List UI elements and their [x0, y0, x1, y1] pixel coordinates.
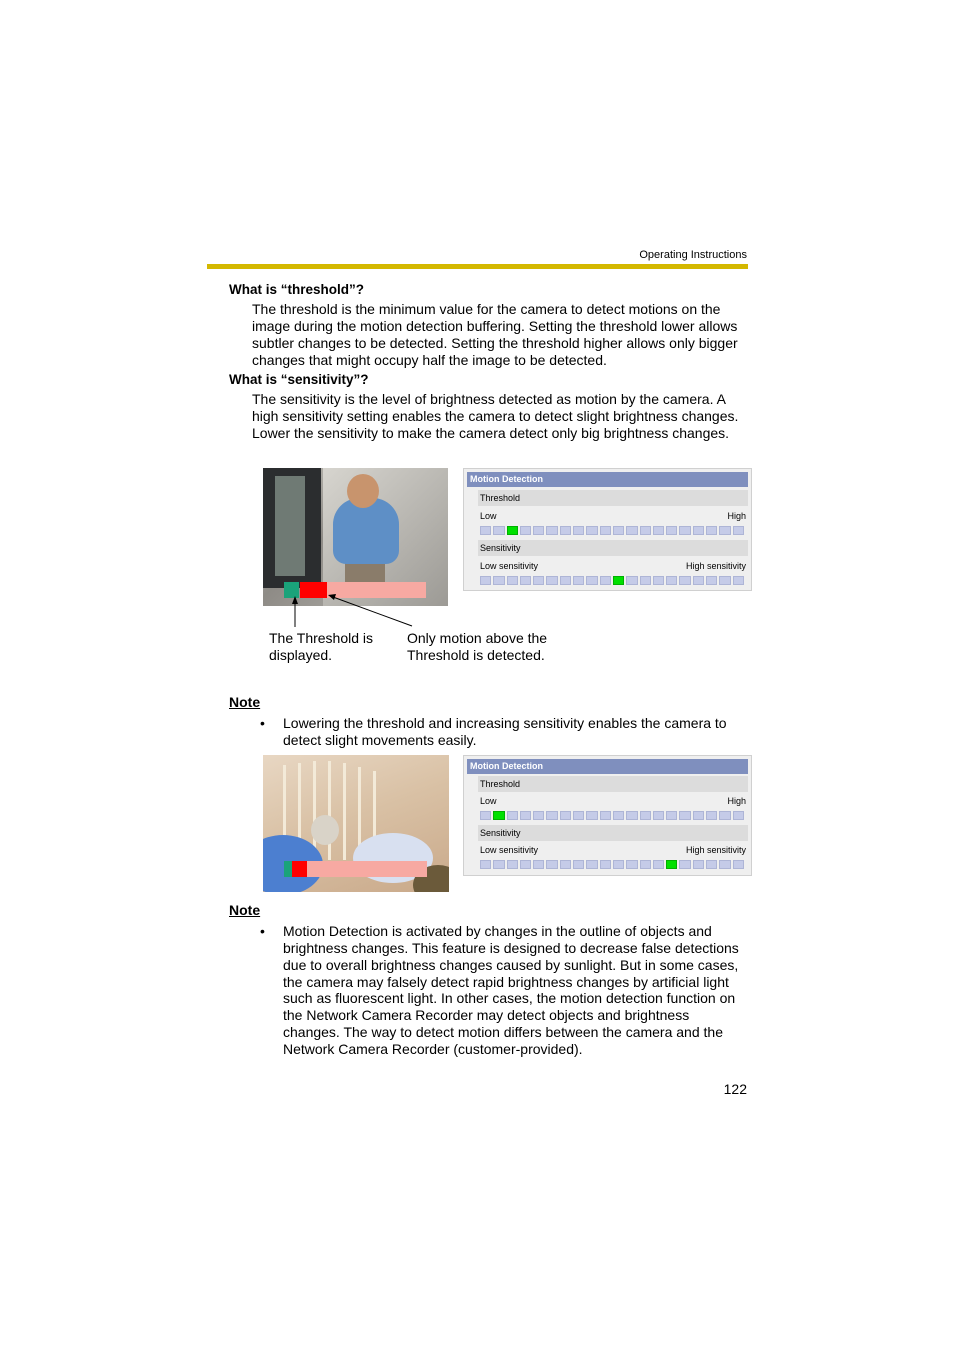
threshold-line-1: The threshold is the minimum value for the camera to detect motions on the [252, 301, 721, 317]
threshold-line-3: subtler changes to be detected. Setting the threshold higher allows only bigger [252, 335, 738, 351]
threshold-range-row: Low High [480, 511, 746, 521]
level-segment[interactable] [507, 811, 518, 820]
level-segment[interactable] [626, 811, 637, 820]
level-segment[interactable] [640, 811, 651, 820]
level-segment[interactable] [679, 811, 690, 820]
level-segment[interactable] [733, 860, 744, 869]
caption-motion-above-2: Threshold is detected. [407, 647, 545, 663]
sensitivity-slider[interactable] [480, 860, 744, 869]
sensitivity-line-2: high sensitivity setting enables the camera to detect slight brightness changes. [252, 408, 739, 424]
level-segment[interactable] [679, 860, 690, 869]
threshold-slider[interactable] [480, 811, 744, 820]
level-segment[interactable] [613, 811, 624, 820]
sensitivity-line-1: The sensitivity is the level of brightness detected as motion by the camera. A [252, 391, 726, 407]
note2-line-7: changes. The way to detect motion differs between the camera and the [283, 1024, 723, 1040]
level-segment[interactable] [560, 811, 571, 820]
level-segment[interactable] [653, 860, 664, 869]
level-segment[interactable] [600, 811, 611, 820]
level-segment[interactable] [560, 860, 571, 869]
running-header: Operating Instructions [639, 249, 747, 261]
level-segment[interactable] [586, 811, 597, 820]
level-segment-selected[interactable] [493, 811, 504, 820]
level-segment[interactable] [626, 860, 637, 869]
note2-line-8: Network Camera Recorder (customer-provided). [283, 1041, 583, 1057]
threshold-question: What is “threshold”? [229, 282, 364, 297]
page-number: 122 [723, 1081, 747, 1097]
panel-title: Motion Detection [467, 759, 748, 774]
level-segment[interactable] [706, 811, 717, 820]
level-segment[interactable] [507, 860, 518, 869]
level-segment[interactable] [706, 860, 717, 869]
note2-line-6: the Network Camera Recorder may detect objects and brightness [283, 1007, 690, 1023]
note2-bullet: • [260, 923, 265, 939]
sensitivity-question: What is “sensitivity”? [229, 372, 369, 387]
level-segment[interactable] [613, 860, 624, 869]
level-segment[interactable] [666, 811, 677, 820]
threshold-range-row: Low High [480, 796, 746, 806]
sensitivity-range-row: Low sensitivity High sensitivity [480, 845, 746, 855]
sensitivity-range-row: Low sensitivity High sensitivity [480, 561, 746, 571]
level-segment[interactable] [520, 860, 531, 869]
note2-line-3: due to overall brightness changes caused by sunlight. But in some cases, [283, 957, 739, 973]
panel-title: Motion Detection [467, 472, 748, 487]
level-segment[interactable] [600, 860, 611, 869]
level-segment[interactable] [719, 860, 730, 869]
sensitivity-label-row: Sensitivity [478, 540, 748, 556]
note-heading-1: Note [229, 694, 261, 710]
camera-image-dog-in-pen [263, 755, 449, 892]
level-segment[interactable] [653, 811, 664, 820]
level-segment[interactable] [480, 860, 491, 869]
level-segment[interactable] [586, 860, 597, 869]
level-segment[interactable] [480, 811, 491, 820]
threshold-line-4: changes that might occupy half the image to be detected. [252, 352, 607, 368]
level-segment[interactable] [719, 811, 730, 820]
note2-line-4: the camera may falsely detect rapid brightness changes by artificial light [283, 974, 729, 990]
level-segment[interactable] [573, 811, 584, 820]
level-segment[interactable] [573, 860, 584, 869]
level-segment-selected[interactable] [666, 860, 677, 869]
caption-threshold-displayed-2: displayed. [269, 647, 333, 663]
level-segment[interactable] [533, 811, 544, 820]
level-segment[interactable] [693, 811, 704, 820]
sensitivity-line-3: Lower the sensitivity to make the camera detect only big brightness changes. [252, 425, 730, 441]
note1-line-2: detect slight movements easily. [283, 732, 477, 748]
level-segment[interactable] [520, 811, 531, 820]
threshold-label-row: Threshold [478, 776, 748, 792]
level-segment[interactable] [493, 860, 504, 869]
caption-threshold-displayed-1: The Threshold is [269, 630, 374, 646]
note2-line-5: such as fluorescent light. In other cases, the motion detection function on [283, 990, 736, 1006]
threshold-line-2: image during the motion detection buffering. Setting the threshold lower allows [252, 318, 738, 334]
sensitivity-label-row: Sensitivity [478, 825, 748, 841]
threshold-label-row: Threshold [478, 490, 748, 506]
level-segment[interactable] [693, 860, 704, 869]
note2-line-2: brightness changes. This feature is designed to decrease false detections [283, 940, 739, 956]
note1-line-1: Lowering the threshold and increasing sensitivity enables the camera to [283, 715, 727, 731]
note-heading-2: Note [229, 902, 261, 918]
note2-line-1: Motion Detection is activated by changes in the outline of objects and [283, 923, 712, 939]
level-segment[interactable] [546, 811, 557, 820]
caption-motion-above-1: Only motion above the [407, 630, 548, 646]
level-segment[interactable] [546, 860, 557, 869]
level-segment[interactable] [533, 860, 544, 869]
level-segment[interactable] [733, 811, 744, 820]
level-segment[interactable] [640, 860, 651, 869]
motion-detection-panel-2 [463, 755, 752, 876]
note1-bullet: • [260, 715, 265, 731]
